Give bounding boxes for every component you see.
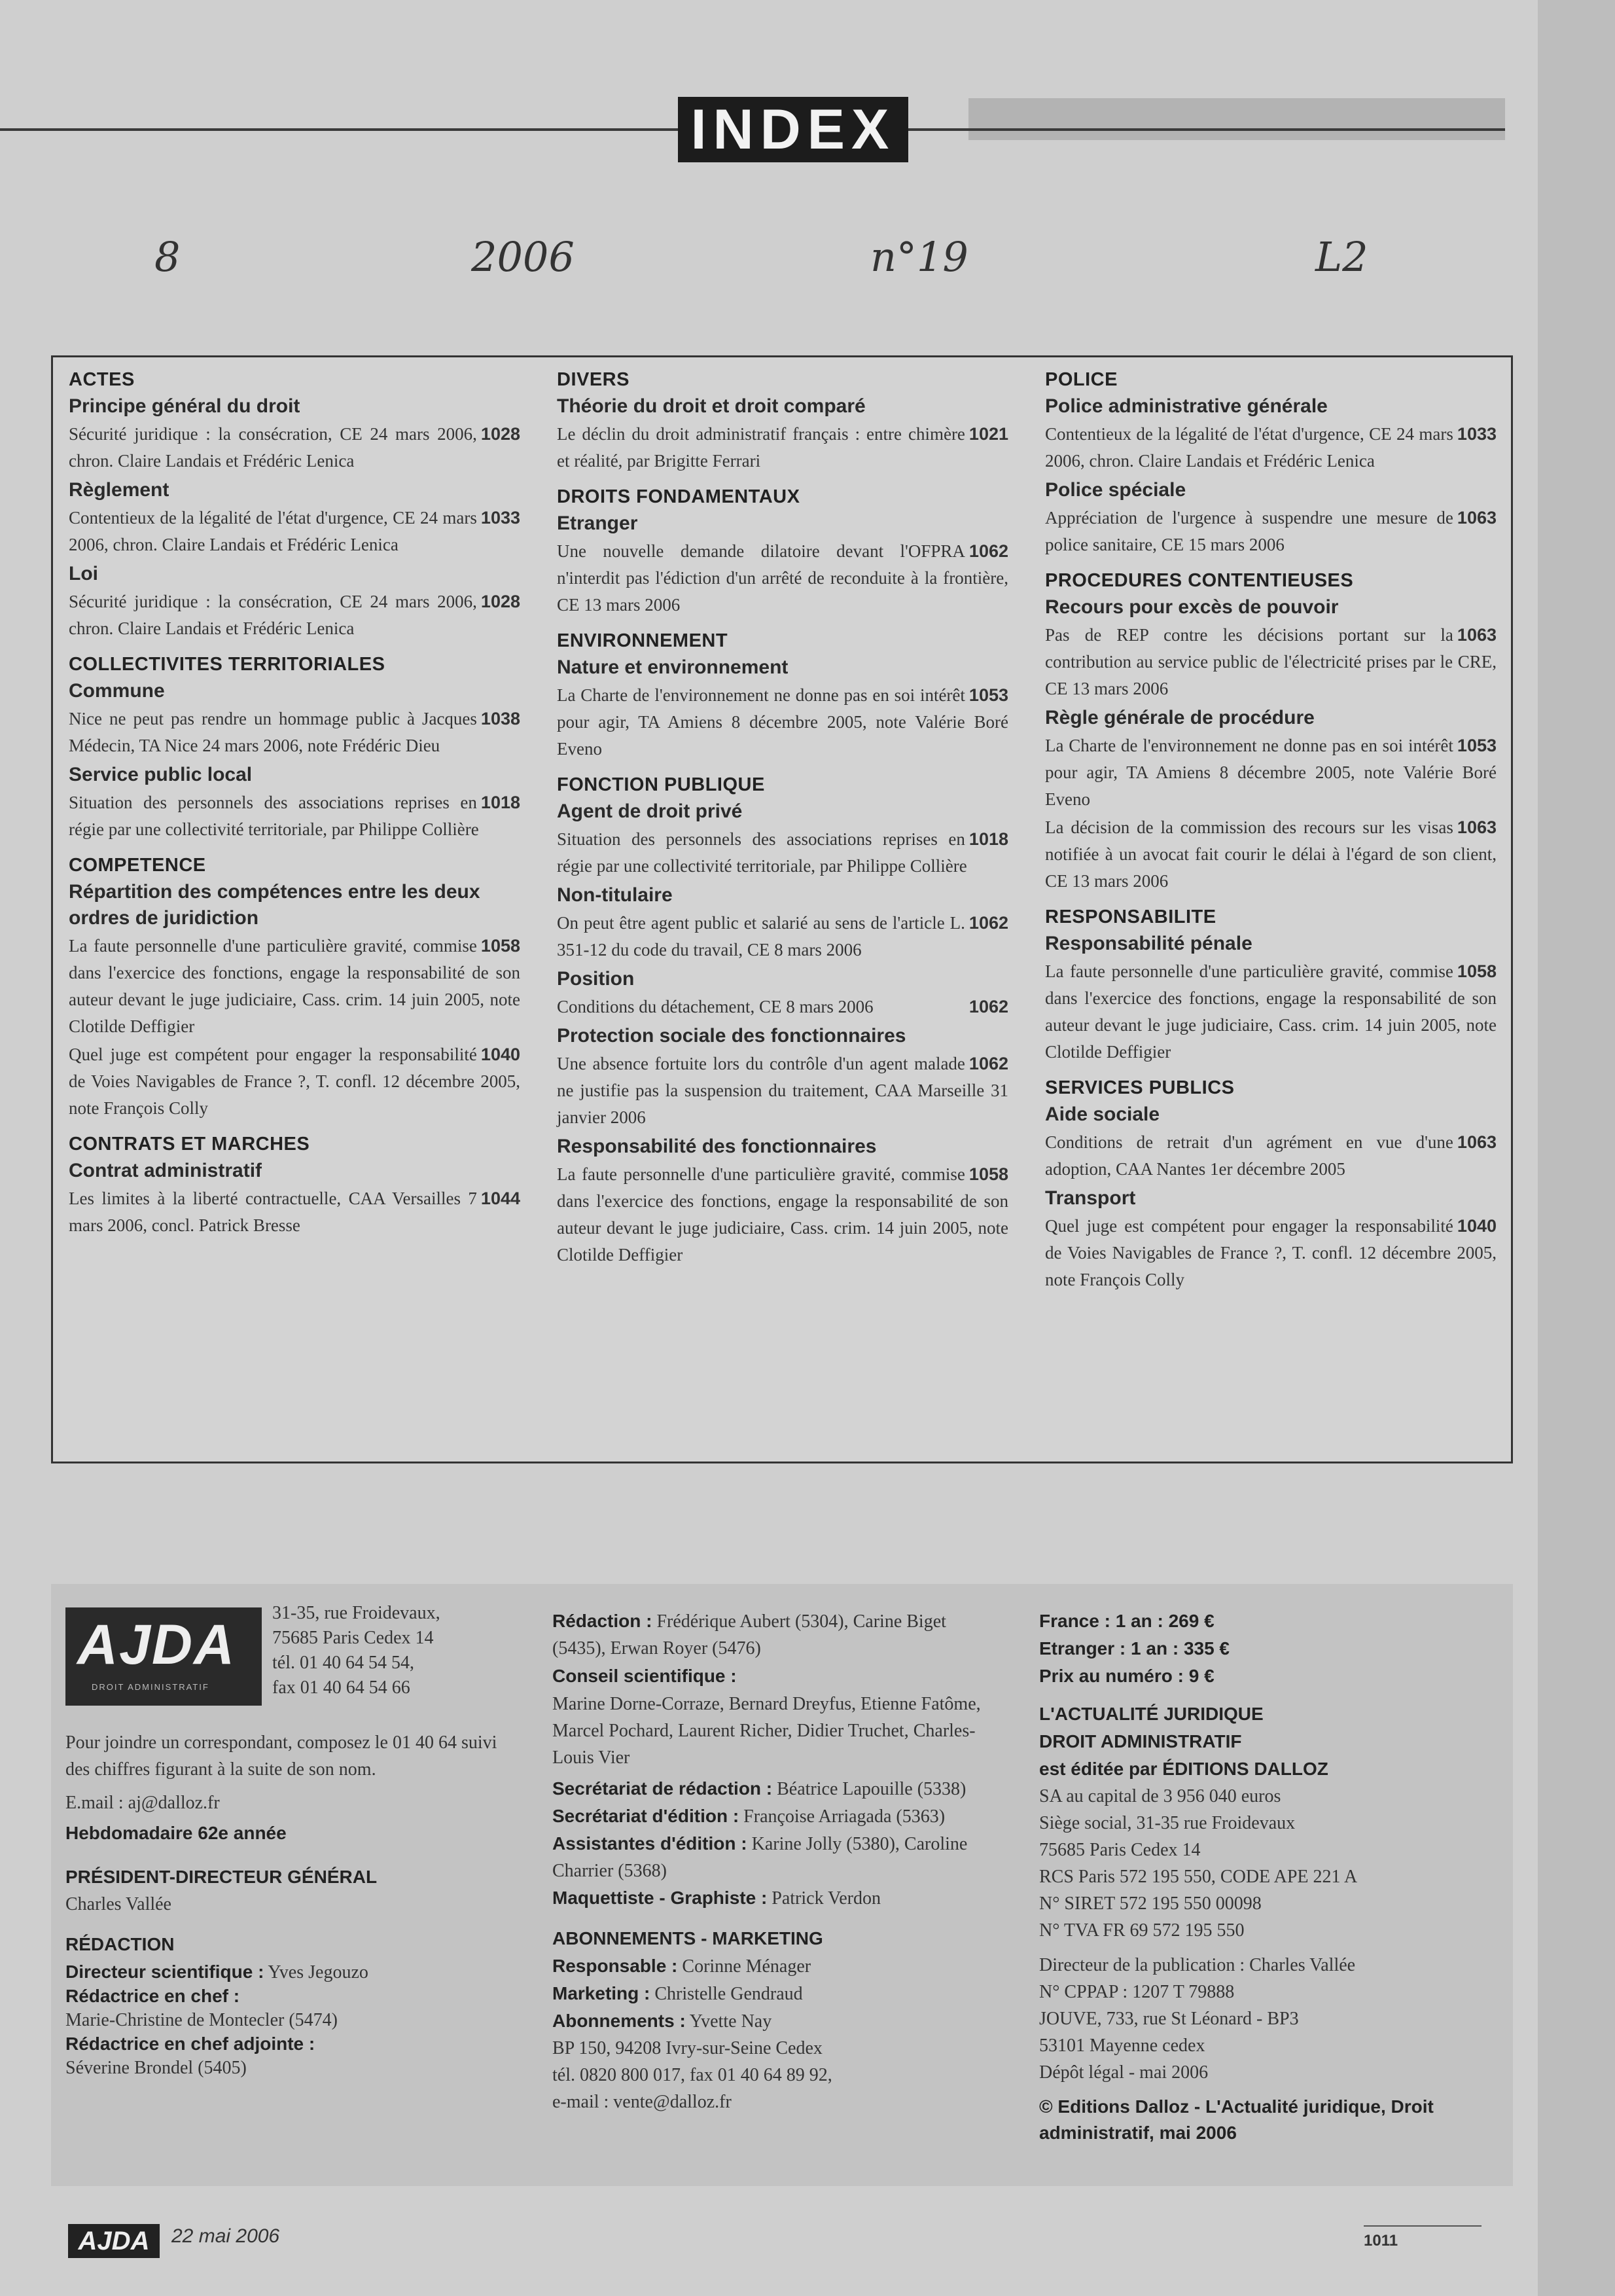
- index-subheading: Responsabilité pénale: [1045, 933, 1252, 954]
- index-section-heading: ACTES: [69, 369, 135, 390]
- entry-text: Situation des personnels des associations reprises en régie par une collectivité territoriale, par Philippe Collière: [557, 829, 967, 876]
- index-subheading: Non-titulaire: [557, 884, 673, 906]
- entry-text: La Charte de l'environnement ne donne pas en soi intérêt pour agir, TA Amiens 8 décembre 2005, note Valérie Boré Eveno: [557, 685, 1008, 759]
- index-entry: [557, 910, 1008, 963]
- redaction-title: RÉDACTION: [65, 1934, 175, 1954]
- page-reference: 1018: [480, 793, 520, 812]
- index-subheading: Commune: [69, 680, 165, 702]
- entry-text: Sécurité juridique : la consécration, CE 24 mars 2006, chron. Claire Landais et Frédéric Lenica: [69, 424, 477, 471]
- issue-date: 22 mai 2006: [171, 2225, 280, 2247]
- index-entry: [69, 505, 520, 558]
- index-subheading: Contrat administratif: [69, 1160, 262, 1181]
- index-subheading: Règlement: [69, 479, 169, 501]
- masthead-col-1: Pour joindre un correspondant, composez le 01 40 64 suivi des chiffres figurant à la suite de son nom. E.mail : aj@dalloz.fr Hebdomadaire 62e année PRÉSIDENT-DIRECTEUR GÉNÉRAL Charles Vallée RÉDACTION Directeur scientifique : Yves Jegouzo Rédactrice en chef : Marie-Christine de Montecler (5474) Rédactrice en chef adjointe : Séverine Brondel (5405): [65, 1729, 517, 2081]
- index-subheading: Loi: [69, 563, 98, 584]
- entry-text: La Charte de l'environnement ne donne pas en soi intérêt pour agir, TA Amiens 8 décembre 2005, note Valérie Boré Eveno: [1045, 736, 1497, 809]
- entry-text: Les limites à la liberté contractuelle, CAA Versailles 7 mars 2006, concl. Patrick Bresse: [69, 1189, 477, 1235]
- page-reference: 1063: [1457, 625, 1497, 645]
- entry-text: La faute personnelle d'une particulière gravité, commise dans l'exercice des fonctions, engage la responsabilité de son auteur devant le juge judiciaire, Cass. crim. 14 juin 2005, note Clotilde Deffigier: [69, 936, 520, 1036]
- page-reference: 1062: [968, 541, 1008, 561]
- entry-text: Contentieux de la légalité de l'état d'urgence, CE 24 mars 2006, chron. Claire Landais et Frédéric Lenica: [1045, 424, 1453, 471]
- pdg-name: Charles Vallée: [65, 1894, 171, 1914]
- page-reference: 1040: [480, 1045, 520, 1064]
- index-section-heading: RESPONSABILITE: [1045, 906, 1216, 927]
- index-subheading: Service public local: [69, 764, 253, 785]
- index-subheading: Transport: [1045, 1187, 1136, 1209]
- index-title: INDEX: [678, 97, 908, 162]
- page-number: 1011: [1364, 2232, 1398, 2250]
- index-section-heading: SERVICES PUBLICS: [1045, 1077, 1235, 1098]
- index-section-heading: ENVIRONNEMENT: [557, 630, 728, 651]
- index-entry: [1045, 958, 1497, 1066]
- index-section-heading: DIVERS: [557, 369, 630, 390]
- hebdo-text: Hebdomadaire 62e année: [65, 1823, 287, 1843]
- entry-text: Conditions de retrait d'un agrément en vue d'une adoption, CAA Nantes 1er décembre 2005: [1045, 1132, 1453, 1179]
- index-subheading: Police administrative générale: [1045, 395, 1328, 417]
- page-number-rule: [1364, 2225, 1482, 2227]
- index-entry: [557, 1161, 1008, 1268]
- index-entry: [69, 706, 520, 759]
- index-section-heading: CONTRATS ET MARCHES: [69, 1134, 310, 1155]
- entry-text: On peut être agent public et salarié au sens de l'article L. 351-12 du code du travail, CE 8 mars 2006: [557, 913, 965, 960]
- index-entry: [557, 682, 1008, 762]
- index-entry: [69, 421, 520, 475]
- index-entry: [69, 1041, 520, 1122]
- page-reference: 1062: [968, 1054, 1008, 1073]
- index-entry: [69, 588, 520, 642]
- index-section-heading: COLLECTIVITES TERRITORIALES: [69, 654, 385, 675]
- page-reference: 1033: [1457, 424, 1497, 444]
- page-reference: 1021: [968, 424, 1008, 444]
- index-entry: [557, 826, 1008, 880]
- page-reference: 1058: [1457, 961, 1497, 981]
- index-entry: [1045, 1129, 1497, 1183]
- entry-text: Quel juge est compétent pour engager la responsabilité de Voies Navigables de France ?, T. confl. 12 décembre 2005, note François Colly: [69, 1045, 520, 1118]
- index-section-heading: POLICE: [1045, 369, 1118, 390]
- index-entry: [557, 421, 1008, 475]
- entry-text: Une nouvelle demande dilatoire devant l'OFPRA n'interdit pas l'édiction d'un arrêté de reconduite à la frontière, CE 13 mars 2006: [557, 541, 1008, 615]
- page-reference: 1028: [480, 424, 520, 444]
- ajda-logo: AJDA DROIT ADMINISTRATIF: [65, 1607, 262, 1706]
- index-column-3: [1045, 357, 1497, 1293]
- entry-text: La faute personnelle d'une particulière gravité, commise dans l'exercice des fonctions, engage la responsabilité de son auteur devant le juge judiciaire, Cass. crim. 14 juin 2005, note Clotilde Deffigier: [557, 1164, 1008, 1265]
- page-reference: 1044: [480, 1189, 520, 1208]
- index-subheading: Protection sociale des fonctionnaires: [557, 1025, 906, 1047]
- page-reference: 1053: [968, 685, 1008, 705]
- handwritten-note-3: n°19: [870, 233, 968, 281]
- entry-text: Pas de REP contre les décisions portant sur la contribution au service public de l'électricité prises par le CRE, CE 13 mars 2006: [1045, 625, 1497, 698]
- entry-text: Sécurité juridique : la consécration, CE 24 mars 2006, chron. Claire Landais et Frédéric Lenica: [69, 592, 477, 638]
- entry-text: La décision de la commission des recours sur les visas notifiée à un avocat fait courir le délai à l'égard de son client, CE 13 mars 2006: [1045, 817, 1497, 891]
- entry-text: Une absence fortuite lors du contrôle d'un agent malade ne justifie pas la suspension du traitement, CAA Marseille 31 janvier 2006: [557, 1054, 1008, 1127]
- index-column-1: [69, 357, 520, 1239]
- index-entry: [69, 933, 520, 1040]
- index-column-2: [557, 357, 1008, 1268]
- index-entry: [1045, 505, 1497, 558]
- index-box: [51, 355, 1513, 1463]
- page-reference: 1058: [480, 936, 520, 956]
- index-entry: [557, 538, 1008, 619]
- index-entry: [1045, 1213, 1497, 1293]
- page-reference: 1063: [1457, 508, 1497, 528]
- entry-text: Contentieux de la légalité de l'état d'urgence, CE 24 mars 2006, chron. Claire Landais et Frédéric Lenica: [69, 508, 477, 554]
- masthead-col-3: France : 1 an : 269 € Etranger : 1 an : 335 € Prix au numéro : 9 € L'ACTUALITÉ JURIDIQUE DROIT ADMINISTRATIF est éditée par ÉDITIONS DALLOZ SA au capital de 3 956 040 euros Siège social, 31-35 rue Froidevaux 75685 Paris Cedex 14 RCS Paris 572 195 550, CODE APE 221 A N° SIRET 572 195 550 00098 N° TVA FR 69 572 195 550 Directeur de la publication : Charles Vallée N° CPPAP : 1207 T 79888 JOUVE, 733, rue St Léonard - BP3 53101 Mayenne cedex Dépôt légal - mai 2006 © Editions Dalloz - L'Actualité juridique, Droit administratif, mai 2006: [1039, 1611, 1434, 2143]
- index-section-heading: PROCEDURES CONTENTIEUSES: [1045, 570, 1354, 591]
- entry-text: Situation des personnels des associations reprises en régie par une collectivité territoriale, par Philippe Collière: [69, 793, 479, 839]
- index-subheading: Théorie du droit et droit comparé: [557, 395, 866, 417]
- index-section-heading: FONCTION PUBLIQUE: [557, 774, 765, 795]
- address-block: 31-35, rue Froidevaux, 75685 Paris Cedex 14 tél. 01 40 64 54 54, fax 01 40 64 54 66: [272, 1603, 440, 1698]
- masthead: [51, 1584, 1513, 2186]
- page-reference: 1058: [968, 1164, 1008, 1184]
- index-subheading: Responsabilité des fonctionnaires: [557, 1136, 877, 1157]
- faded-header-band: [968, 98, 1505, 140]
- email-text: E.mail : aj@dalloz.fr: [65, 1793, 220, 1813]
- handwritten-note-4: L2: [1315, 233, 1368, 281]
- entry-text: La faute personnelle d'une particulière gravité, commise dans l'exercice des fonctions, engage la responsabilité de son auteur devant le juge judiciaire, Cass. crim. 14 juin 2005, note Clotilde Deffigier: [1045, 961, 1497, 1062]
- page-reference: 1018: [968, 829, 1008, 849]
- entry-text: Quel juge est compétent pour engager la responsabilité de Voies Navigables de France ?, T. confl. 12 décembre 2005, note François Colly: [1045, 1216, 1497, 1289]
- handwritten-note-1: 8: [154, 233, 181, 281]
- index-entry: [1045, 421, 1497, 475]
- index-section-heading: DROITS FONDAMENTAUX: [557, 486, 800, 507]
- index-subheading: Principe général du droit: [69, 395, 300, 417]
- page-reference: 1033: [480, 508, 520, 528]
- handwritten-note-2: 2006: [471, 233, 575, 281]
- entry-text: Appréciation de l'urgence à suspendre une mesure de police sanitaire, CE 15 mars 2006: [1045, 508, 1453, 554]
- index-entry: [69, 1185, 520, 1239]
- index-subheading: Position: [557, 968, 635, 990]
- footer-ajda-logo: AJDA: [68, 2224, 160, 2258]
- index-subheading: Nature et environnement: [557, 656, 789, 678]
- index-section-heading: COMPETENCE: [69, 855, 206, 876]
- pdg-title: PRÉSIDENT-DIRECTEUR GÉNÉRAL: [65, 1867, 378, 1887]
- correspondant-text: Pour joindre un correspondant, composez le 01 40 64 suivi des chiffres figurant à la suite de son nom.: [65, 1732, 497, 1780]
- masthead-col-2: Rédaction : Frédérique Aubert (5304), Carine Biget (5435), Erwan Royer (5476) Conseil scientifique : Marine Dorne-Corraze, Bernard Dreyfus, Etienne Fatôme, Marcel Pochard, Laurent Richer, Didier Truchet, Charles-Louis Vier Secrétariat de rédaction : Béatrice Lapouille (5338) Secrétariat d'édition : Françoise Arriagada (5363) Assistantes d'édition : Karine Jolly (5380), Caroline Charrier (5368) Maquettiste - Graphiste : Patrick Verdon ABONNEMENTS - MARKETING Responsable : Corinne Ménager Marketing : Christelle Gendraud Abonnements : Yvette Nay BP 150, 94208 Ivry-sur-Seine Cedex tél. 0820 800 017, fax 01 40 64 89 92, e-mail : vente@dalloz.fr: [552, 1611, 981, 2112]
- entry-text: Le déclin du droit administratif français : entre chimère et réalité, par Brigitte Ferrari: [557, 424, 965, 471]
- page-reference: 1063: [1457, 817, 1497, 837]
- page-spine: [1538, 0, 1615, 2296]
- index-entry: [557, 1050, 1008, 1131]
- index-entry: [557, 994, 1008, 1020]
- entry-text: Conditions du détachement, CE 8 mars 2006: [557, 997, 874, 1016]
- index-entry: [1045, 732, 1497, 813]
- index-entry: [1045, 622, 1497, 702]
- page-reference: 1062: [968, 997, 1008, 1016]
- page-reference: 1028: [480, 592, 520, 611]
- index-subheading: Aide sociale: [1045, 1103, 1160, 1125]
- index-subheading: Répartition des compétences entre les deux ordres de juridiction: [69, 881, 480, 929]
- page-reference: 1040: [1457, 1216, 1497, 1236]
- index-subheading: Recours pour excès de pouvoir: [1045, 596, 1339, 618]
- index-entry: [1045, 814, 1497, 895]
- page-reference: 1063: [1457, 1132, 1497, 1152]
- page-reference: 1062: [968, 913, 1008, 933]
- index-entry: [69, 789, 520, 843]
- entry-text: Nice ne peut pas rendre un hommage public à Jacques Médecin, TA Nice 24 mars 2006, note Frédéric Dieu: [69, 709, 477, 755]
- index-subheading: Agent de droit privé: [557, 800, 743, 822]
- index-subheading: Police spéciale: [1045, 479, 1186, 501]
- page-reference: 1053: [1457, 736, 1497, 755]
- page-reference: 1038: [480, 709, 520, 728]
- index-subheading: Etranger: [557, 512, 638, 534]
- index-subheading: Règle générale de procédure: [1045, 707, 1315, 728]
